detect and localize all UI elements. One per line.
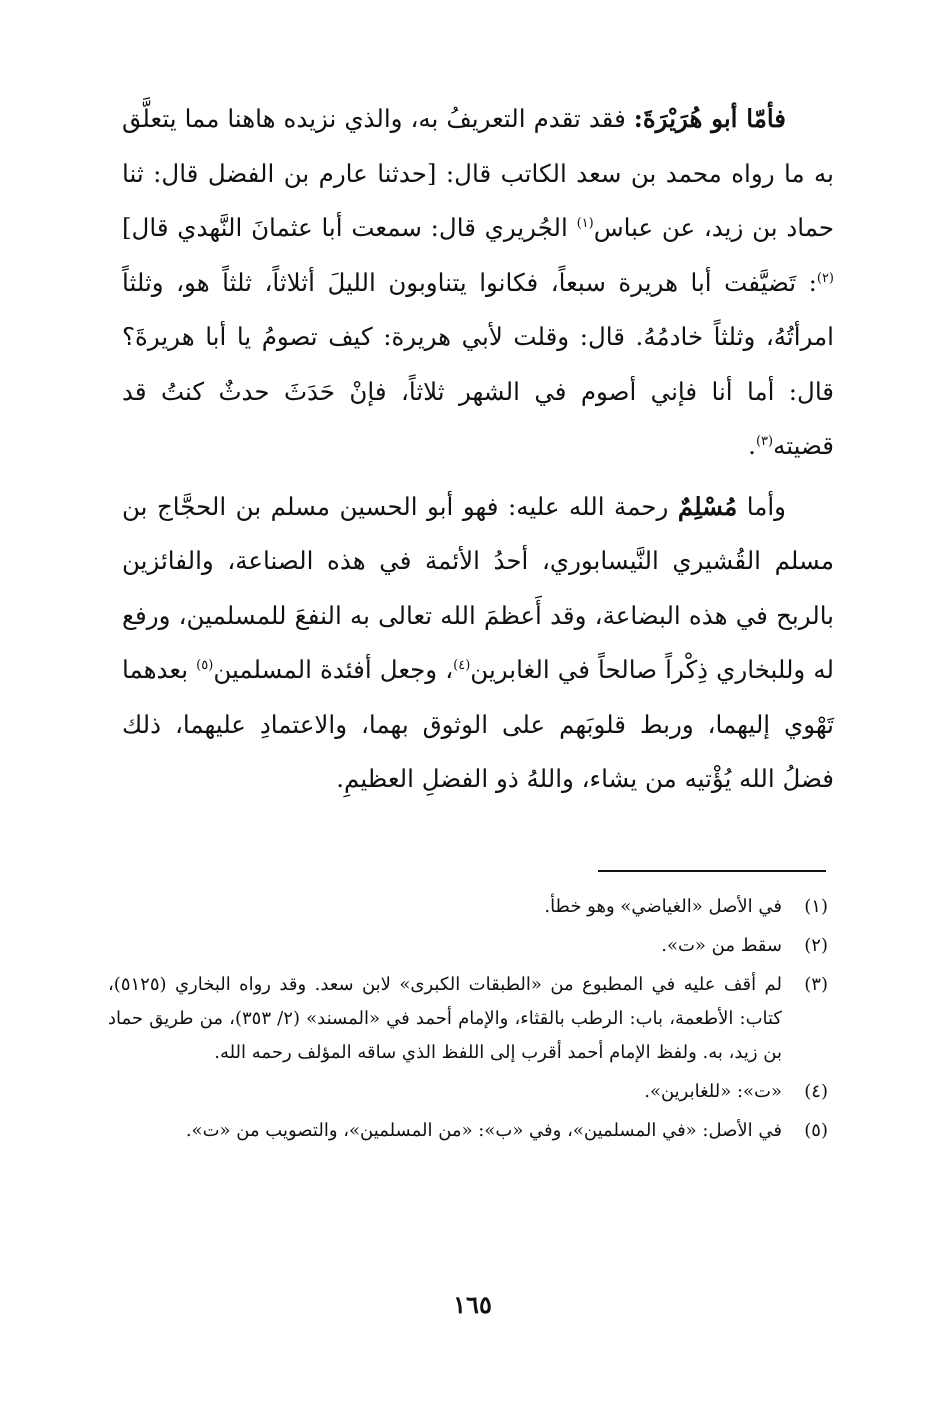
paragraph-text: ، وجعل أفئدة المسلمين: [213, 655, 454, 684]
footnote-item: [108, 929, 828, 963]
footnote-ref-1[interactable]: (١): [576, 215, 594, 231]
footnote-number: (٣): [804, 974, 828, 995]
paragraph-text: : تَضيَّفت أبا هريرة سبعاً، فكانوا يتناوبون الليلَ أثلاثاً، ثلثاً هو، وثلثاً امرأتُهُ، وثلثاً خادمُهُ. قال: وقلت لأبي هريرة: كيف تصومُ يا أبا هريرةَ؟ قال: أما أنا فإني أصوم في الشهر ثلاثاً، فإنْ حَدَثَ حدثٌ كنتُ قد قضيته: [122, 267, 834, 460]
footnote-number: (١): [804, 896, 828, 917]
page-number: ١٦٥: [453, 1290, 492, 1319]
footnote-number: (٤): [804, 1081, 828, 1102]
paragraph-text: رحمة الله عليه: فهو أبو الحسين مسلم بن الحجَّاج بن مسلم القُشيري النَّيسابوري، أحدُ الأئمة في هذه الصناعة، والفائزين بالربح في هذه البضاعة، وقد أَعظمَ الله تعالى به النفعَ للمسلمين، ورفع له وللبخاري ذِكْراً صالحاً في الغابرين: [122, 491, 834, 684]
footnote-ref-5[interactable]: (٥): [196, 657, 214, 673]
footnote-text: «ت»: «للغابرين».: [644, 1081, 782, 1102]
footnote-item: [108, 1075, 828, 1109]
paragraph-text: .: [748, 431, 756, 460]
paragraph-heading-muslim: مُسْلِمٌ: [677, 491, 738, 521]
footnote-text: في الأصل «الغياضي» وهو خطأ.: [544, 896, 782, 917]
paragraph-text: وأما: [737, 491, 787, 521]
footnote-text: سقط من «ت».: [661, 935, 782, 956]
footnote-divider: [598, 870, 826, 872]
paragraph-text: الجُريري قال: سمعت أبا عثمانَ النَّهدي قال]: [122, 213, 577, 242]
footnote-item: [108, 890, 828, 924]
footnotes: [108, 890, 828, 1153]
paragraph-text: بعدهما تَهْوي إليهما، وربط قلوبَهم على الوثوق بهما، والاعتمادِ عليهما، ذلك فضلُ الله يُؤْتيه من يشاء، واللهُ ذو الفضلِ العظيمِ.: [122, 655, 834, 793]
footnote-number: (٥): [804, 1120, 828, 1141]
footnote-item: [108, 1114, 828, 1148]
footnote-text: في الأصل: «في المسلمين»، وفي «ب»: «من المسلمين»، والتصويب من «ت».: [185, 1120, 782, 1141]
paragraph-abu-hurayra: [122, 92, 834, 474]
footnote-number: (٢): [804, 935, 828, 956]
paragraph-heading-abu-hurayra: فأمّا أبو هُرَيْرَةَ:: [633, 104, 786, 133]
paragraph-muslim: [122, 480, 834, 807]
main-text: [122, 92, 834, 807]
footnote-ref-4[interactable]: (٤): [453, 657, 471, 673]
footnote-ref-2[interactable]: (٢): [816, 270, 834, 286]
footnote-item: [108, 968, 828, 1070]
footnote-ref-3[interactable]: (٣): [755, 433, 774, 449]
paragraph-text: فقد تقدم التعريفُ به، والذي نزيده هاهنا مما يتعلَّق به ما رواه محمد بن سعد الكاتب قال: [حدثنا عارم بن الفضل قال: ثنا حماد بن زيد، عن عباس: [122, 104, 835, 242]
footnote-text: لم أقف عليه في المطبوع من «الطبقات الكبرى» لابن سعد. وقد رواه البخاري (٥١٢٥)، كتاب: الأطعمة، باب: الرطب بالقثاء، والإمام أحمد في «المسند» (٢/ ٣٥٣)، من طريق حماد بن زيد، به. ولفظ الإمام أحمد أقرب إلى اللفظ الذي ساقه المؤلف رحمه الله.: [108, 974, 782, 1063]
